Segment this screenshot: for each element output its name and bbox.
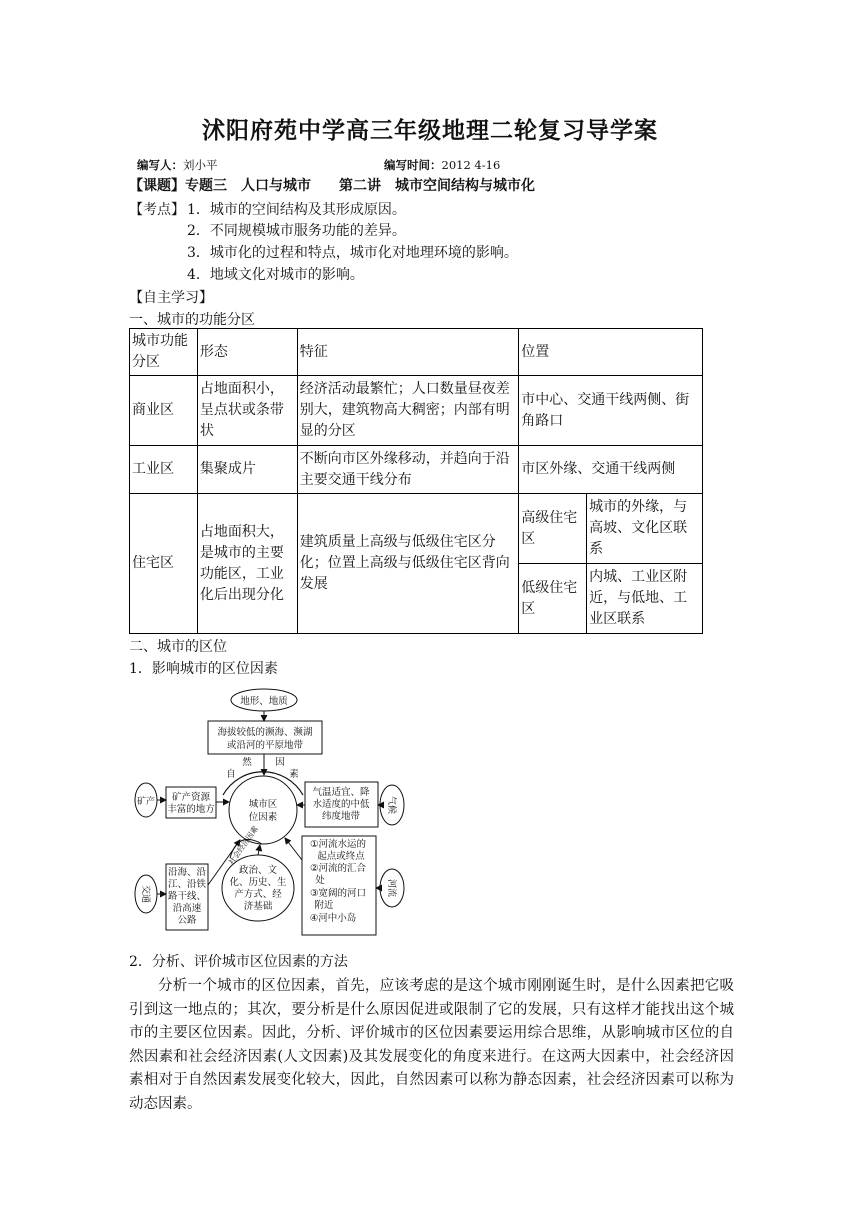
zone-residential: 住宅区 (130, 494, 198, 634)
river-box-6: 附近 (314, 900, 334, 911)
form-industrial: 集聚成片 (197, 446, 297, 494)
date-label: 编写时间： (384, 158, 442, 172)
transport-box-5: 公路 (177, 915, 197, 926)
sub2-heading: 2．分析、评价城市区位因素的方法 (129, 954, 348, 970)
kaodian-item-4: 4．地域文化对城市的影响。 (187, 267, 364, 283)
feature-residential: 建筑质量上高级与低级住宅区分化；位置上高级与低级住宅区背向发展 (297, 494, 519, 634)
climate-text-2: 水适度的中低 (312, 799, 370, 810)
form-residential: 占地面积大，是城市的主要功能区，工业化后出现分化 (197, 494, 297, 634)
transport-box-4: 沿高速 (172, 903, 202, 914)
high-residential-location: 城市的外缘，与高坡、文化区联系 (587, 494, 703, 564)
climate-oval-text: 气候 (386, 795, 396, 815)
politics-text-1: 政治、文 (238, 865, 278, 876)
transport-box-2: 江、沿铁 (167, 879, 207, 890)
river-box-3: ②河流的汇合 (309, 863, 367, 874)
river-box-1: ①河流水运的 (309, 839, 367, 850)
terrain-text: 地形、地质 (240, 696, 288, 707)
kaodian-label: 【考点】 (129, 202, 185, 218)
feature-industrial: 不断向市区外缘移动，并趋向于沿主要交通干线分布 (297, 446, 519, 494)
center-text-2: 位因素 (248, 812, 278, 823)
table-row-commercial (130, 376, 703, 446)
politics-text-4: 济基础 (243, 901, 273, 912)
date-line (384, 157, 500, 173)
politics-text-3: 产方式、经 (234, 889, 282, 900)
natural-char-2: 然 (242, 757, 252, 768)
river-box-5: ③宽阔的河口 (309, 888, 367, 899)
natural-char-3: 因 (275, 757, 285, 768)
kaodian-item-3: 3．城市化的过程和特点，城市化对地理环境的影响。 (187, 245, 518, 261)
date-value: 2012 4-16 (441, 158, 501, 172)
location-industrial: 市区外缘、交通干线两侧 (519, 446, 703, 494)
header-zone: 城市功能分区 (130, 329, 198, 376)
river-box-4: 处 (315, 875, 325, 886)
section1-heading: 一、城市的功能分区 (129, 312, 255, 328)
topic-line: 【课题】专题三 人口与城市 第二讲 城市空间结构与城市化 (129, 178, 535, 194)
kaodian-item-1: 1．城市的空间结构及其形成原因。 (187, 202, 406, 218)
author-name: 刘小平 (183, 158, 218, 172)
transport-box-1: 沿海、沿 (167, 867, 207, 878)
page-title: 沭阳府苑中学高三年级地理二轮复习导学案 (202, 117, 658, 144)
low-residential-location: 内城、工业区附近，与低地、工业区联系 (587, 564, 703, 634)
zone-industrial: 工业区 (130, 446, 198, 494)
self-study-heading: 【自主学习】 (129, 290, 213, 306)
sub1-heading: 1．影响城市的区位因素 (129, 661, 278, 677)
high-residential: 高级住宅区 (519, 494, 587, 564)
section2-heading: 二、城市的区位 (129, 639, 227, 655)
climate-text-3: 纬度地带 (321, 811, 361, 822)
plain-text-1: 海拔较低的濒海、濒湖 (217, 727, 313, 738)
natural-char-4: 素 (289, 769, 299, 780)
function-zone-table (129, 328, 703, 634)
zone-commercial: 商业区 (130, 376, 198, 446)
location-factor-diagram (130, 680, 420, 942)
author-line (137, 157, 218, 173)
politics-text-2: 化、历史、生 (229, 877, 287, 888)
plain-text-2: 或沿河的平原地带 (226, 740, 304, 751)
header-location: 位置 (519, 329, 703, 376)
low-residential: 低级住宅区 (519, 564, 587, 634)
table-row-residential (130, 494, 703, 564)
mineral-box-text-1: 矿产资源 (171, 792, 211, 803)
kaodian-item-2: 2．不同规模城市服务功能的差异。 (187, 223, 406, 239)
location-commercial: 市中心、交通干线两侧、街角路口 (519, 376, 703, 446)
center-circle (229, 776, 297, 844)
social-label: 社会经济因素 (226, 824, 261, 867)
mineral-box-text-2: 丰富的地方 (167, 804, 215, 815)
method-paragraph: 分析一个城市的区位因素，首先，应该考虑的是这个城市刚刚诞生时，是什么因素把它吸引到这一地点的；其次，要分析是什么原因促进或限制了它的发展，只有这样才能找出这个城市的主要区位因素。因此，分析、评价城市的区位因素要运用综合思维，从影响城市区位的自然因素和社会经济因素(人文因素)及其发展变化的角度来进行。在这两大因素中，社会经济因素相对于自然因素发展变化较大，因此，自然因素可以称为静态因素，社会经济因素可以称为动态因素。 (129, 978, 734, 1112)
center-text-1: 城市区 (248, 799, 278, 810)
transport-box-3: 路干线、 (167, 891, 207, 902)
river-box-7: ④河中小岛 (309, 913, 357, 924)
table-row-industrial (130, 446, 703, 494)
natural-char-1: 自 (226, 769, 236, 780)
header-feature: 特征 (297, 329, 519, 376)
header-form: 形态 (197, 329, 297, 376)
form-commercial: 占地面积小，呈点状或条带状 (197, 376, 297, 446)
feature-commercial: 经济活动最繁忙；人口数量昼夜差别大，建筑物高大稠密；内部有明显的分区 (297, 376, 519, 446)
table-header-row (130, 329, 703, 376)
river-oval-text: 河流 (386, 878, 396, 898)
transport-text: 交通 (140, 884, 150, 904)
climate-text-1: 气温适宜、降 (312, 787, 370, 798)
author-label: 编写人： (137, 158, 183, 172)
mineral-text: 矿产 (136, 797, 156, 807)
river-box-2: 起点或终点 (317, 851, 365, 862)
